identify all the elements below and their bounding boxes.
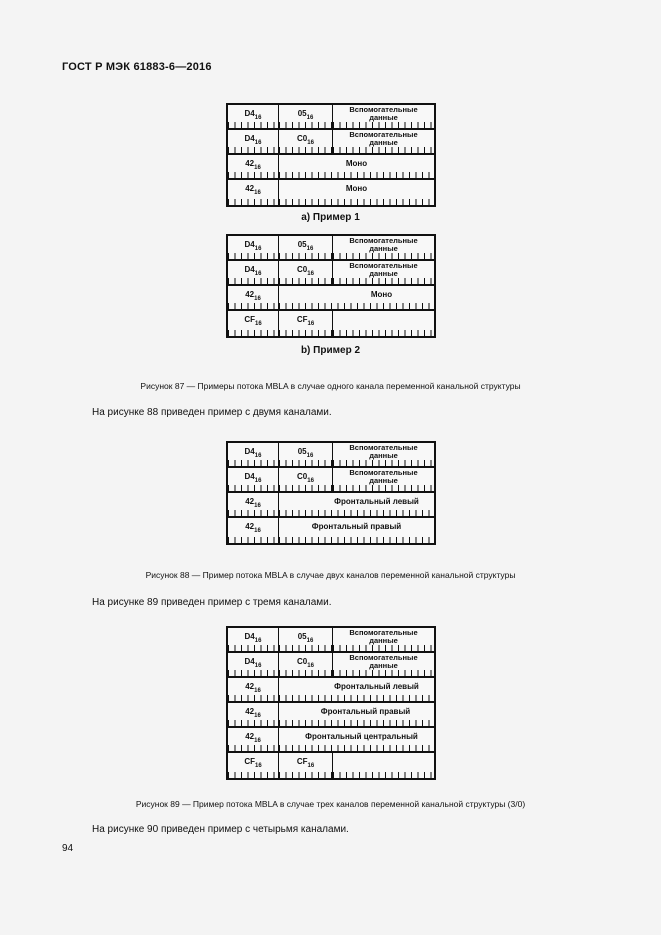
diagram-row	[228, 518, 434, 543]
figure-caption-88: Рисунок 88 — Пример потока MBLA в случае двух каналов переменной канальной структуры	[145, 570, 516, 580]
cell-aux: Вспомогательные данные	[333, 443, 434, 466]
cell-d4: $D4_{16}$	[228, 653, 279, 676]
diagram-figure-89	[226, 626, 436, 780]
cell-front-right: Фронтальный правый	[279, 518, 434, 543]
cell-d4: $D4_{16}$	[228, 105, 279, 128]
cell-aux: Вспомогательные данные	[333, 130, 434, 153]
paragraph: На рисунке 88 приведен пример с двумя каналами.	[92, 407, 332, 418]
cell-c0: $C0_{16}$	[279, 653, 333, 676]
paragraph: На рисунке 89 приведен пример с тремя каналами.	[92, 597, 332, 608]
cell-d4: $D4_{16}$	[228, 628, 279, 651]
cell-aux: Вспомогательные данные	[333, 105, 434, 128]
paragraph: На рисунке 90 приведен пример с четырьмя каналами.	[92, 824, 349, 835]
cell-42: $42_{16}$	[228, 518, 279, 543]
cell-d4: $D4_{16}$	[228, 130, 279, 153]
cell-aux: Вспомогательные данные	[333, 628, 434, 651]
diagram-row	[228, 155, 434, 180]
cell-05: $05_{16}$	[279, 236, 333, 259]
cell-front-left: Фронтальный левый	[279, 678, 434, 701]
figure-caption-87: Рисунок 87 — Примеры потока MBLA в случае одного канала переменной канальной структуры	[140, 381, 521, 391]
cell-05: $05_{16}$	[279, 443, 333, 466]
cell-42: $42_{16}$	[228, 286, 279, 309]
diagram-row	[228, 493, 434, 518]
cell-42: $42_{16}$	[228, 180, 279, 205]
diagram-row	[228, 653, 434, 678]
cell-42: $42_{16}$	[228, 678, 279, 701]
diagram-row	[228, 286, 434, 311]
diagram-row	[228, 130, 434, 155]
cell-empty	[333, 753, 434, 778]
cell-front-left: Фронтальный левый	[279, 493, 434, 516]
cell-cf: $CF_{16}$	[228, 753, 279, 778]
cell-42: $42_{16}$	[228, 703, 279, 726]
diagram-row	[228, 728, 434, 753]
page-number: 94	[62, 843, 74, 854]
cell-cf: $CF_{16}$	[279, 311, 333, 336]
cell-front-right: Фронтальный правый	[279, 703, 434, 726]
diagram-figure-88	[226, 441, 436, 545]
cell-d4: $D4_{16}$	[228, 443, 279, 466]
figure-caption-89: Рисунок 89 — Пример потока MBLA в случае трех каналов переменной канальной структуры (3/0)	[135, 799, 526, 809]
diagram-row	[228, 180, 434, 205]
cell-front-center: Фронтальный центральный	[279, 728, 434, 751]
cell-mono: Моно	[279, 155, 434, 178]
cell-05: $05_{16}$	[279, 628, 333, 651]
cell-42: $42_{16}$	[228, 155, 279, 178]
cell-d4: $D4_{16}$	[228, 236, 279, 259]
diagram-row	[228, 753, 434, 778]
cell-d4: $D4_{16}$	[228, 261, 279, 284]
cell-aux: Вспомогательные данные	[333, 468, 434, 491]
cell-aux: Вспомогательные данные	[333, 261, 434, 284]
cell-c0: $C0_{16}$	[279, 468, 333, 491]
diagram-row	[228, 311, 434, 336]
diagram-row	[228, 261, 434, 286]
diagram-row	[228, 678, 434, 703]
diagram-row	[228, 443, 434, 468]
cell-42: $42_{16}$	[228, 493, 279, 516]
cell-c0: $C0_{16}$	[279, 261, 333, 284]
diagram-example-1	[226, 103, 436, 207]
cell-aux: Вспомогательные данные	[333, 653, 434, 676]
cell-cf: $CF_{16}$	[228, 311, 279, 336]
diagram-example-2	[226, 234, 436, 338]
cell-05: $05_{16}$	[279, 105, 333, 128]
cell-c0: $C0_{16}$	[279, 130, 333, 153]
cell-42: $42_{16}$	[228, 728, 279, 751]
subcaption-b: b) Пример 2	[300, 345, 361, 356]
cell-aux: Вспомогательные данные	[333, 236, 434, 259]
cell-mono: Моно	[279, 286, 434, 309]
diagram-row	[228, 628, 434, 653]
diagram-row	[228, 105, 434, 130]
diagram-row	[228, 468, 434, 493]
cell-mono: Моно	[279, 180, 434, 205]
subcaption-a: a) Пример 1	[301, 212, 360, 223]
cell-d4: $D4_{16}$	[228, 468, 279, 491]
cell-empty	[333, 311, 434, 336]
diagram-row	[228, 236, 434, 261]
cell-cf: $CF_{16}$	[279, 753, 333, 778]
document-header: ГОСТ Р МЭК 61883-6—2016	[62, 61, 212, 73]
diagram-row	[228, 703, 434, 728]
